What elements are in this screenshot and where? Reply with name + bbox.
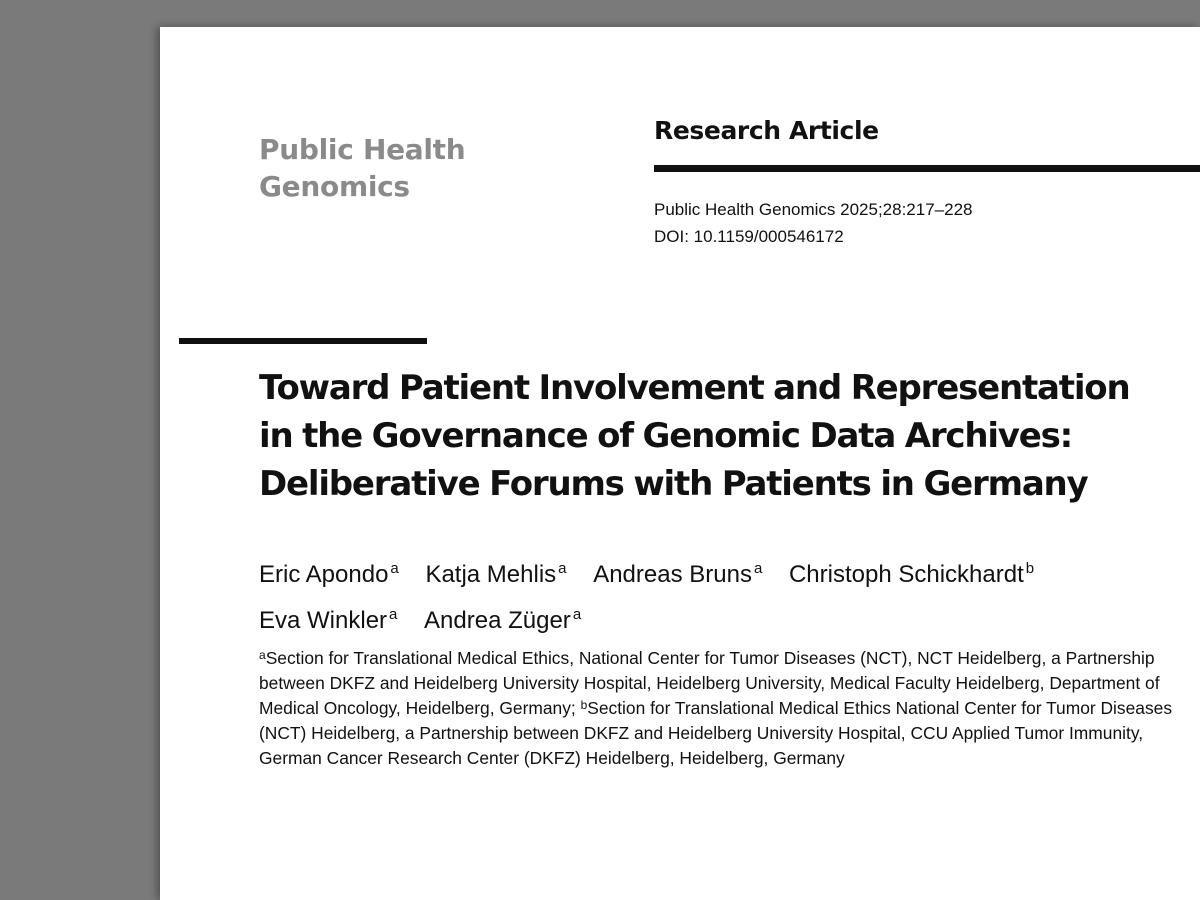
affiliation-text: Section for Translational Medical Ethics National Center for Tumor Diseases (NCT) Heidelberg, a Partnership between DKFZ and Heidelberg University Hospital, CCU Applied Tumor Immunity, German Cancer Research Center (DKFZ) Heidelberg, Heidelberg, Germany <box>259 698 1173 768</box>
journal-name <box>259 131 465 205</box>
citation-block <box>654 196 973 250</box>
affiliations <box>259 646 1174 771</box>
author-affiliation-marker: a <box>390 560 399 577</box>
doi: DOI: 10.1159/000546172 <box>654 227 844 246</box>
author-name: Andrea Züger <box>424 607 571 634</box>
author-list <box>259 549 1189 641</box>
title-rule <box>179 338 427 344</box>
author <box>259 549 399 595</box>
pdf-page <box>160 27 1200 900</box>
author-affiliation-marker: a <box>558 560 567 577</box>
header-rule <box>654 165 1200 172</box>
citation: Public Health Genomics 2025;28:217–228 <box>654 200 973 219</box>
author <box>425 549 566 595</box>
author <box>593 549 762 595</box>
affiliation-marker: a <box>259 648 266 662</box>
author-name: Katja Mehlis <box>425 561 557 588</box>
author-name: Eric Apondo <box>259 561 389 588</box>
article-title <box>259 364 1194 508</box>
author <box>259 595 397 641</box>
title-line-2: in the Governance of Genomic Data Archives: <box>259 416 1073 456</box>
journal-name-line-2: Genomics <box>259 170 410 203</box>
author-affiliation-marker: b <box>1025 560 1035 577</box>
title-line-1: Toward Patient Involvement and Representation <box>259 368 1130 408</box>
author-name: Andreas Bruns <box>593 561 752 588</box>
author-affiliation-marker: a <box>572 606 582 623</box>
title-line-3: Deliberative Forums with Patients in Germany <box>259 464 1088 504</box>
author <box>789 549 1034 595</box>
affiliation-marker: b <box>580 698 588 712</box>
author-affiliation-marker: a <box>389 606 398 623</box>
journal-name-line-1: Public Health <box>259 133 466 166</box>
affiliation-text: Section for Translational Medical Ethics, National Center for Tumor Diseases (NCT), NCT Heidelberg, a Partnership between DKFZ and Heidelberg University Hospital, Heidelberg University, Medical Faculty Heidelberg, Department of Medical Oncology, Heidelberg, Germany; <box>259 648 1160 718</box>
article-type: Research Article <box>654 116 879 145</box>
author <box>424 595 581 641</box>
author-name: Christoph Schickhardt <box>788 561 1024 588</box>
author-affiliation-marker: a <box>753 560 763 577</box>
author-name: Eva Winkler <box>259 607 388 634</box>
